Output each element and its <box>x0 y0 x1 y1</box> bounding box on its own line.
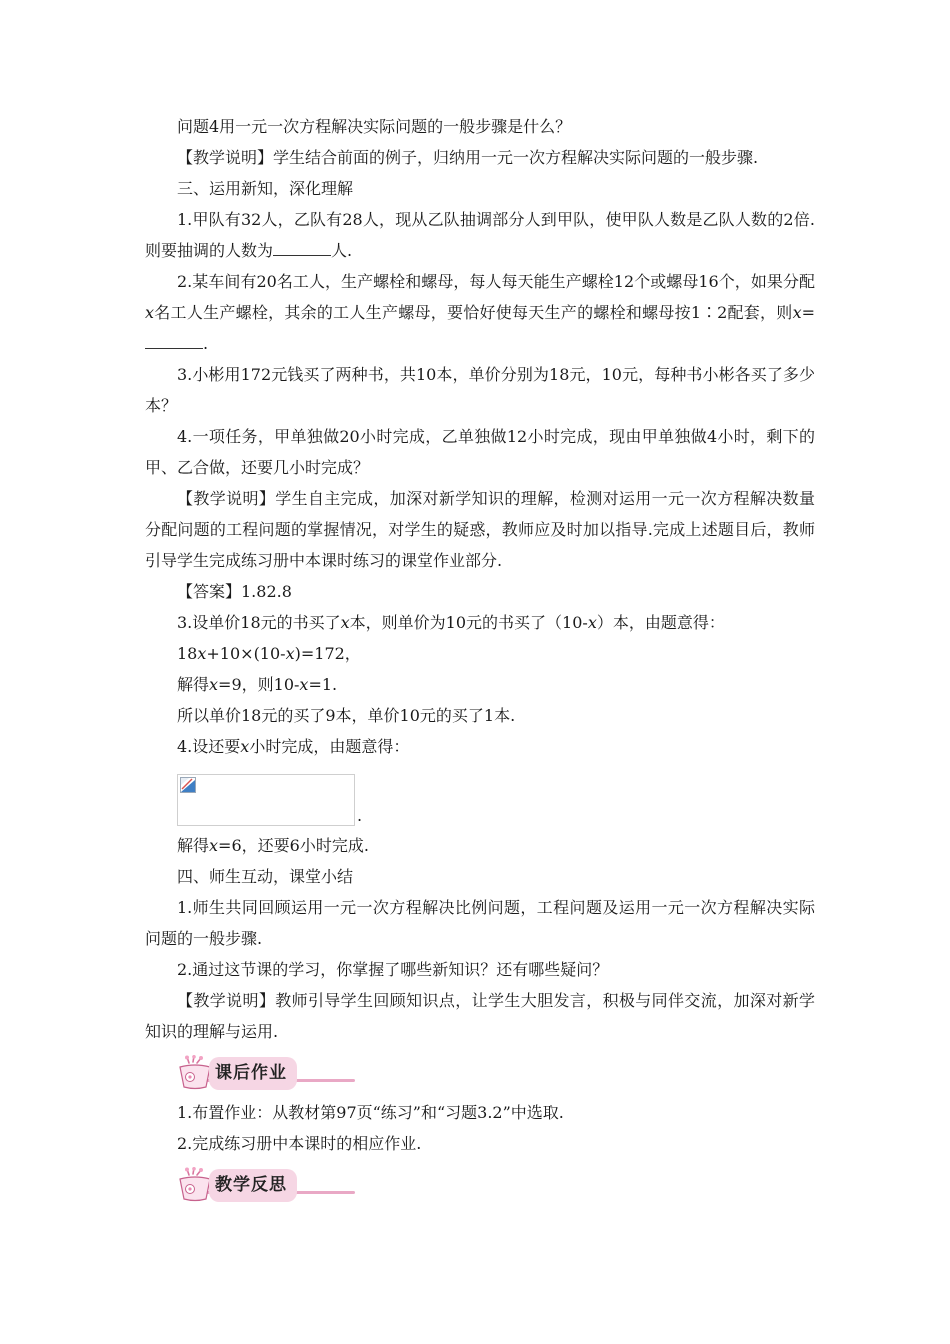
answer-label: 【答案】1.82.8 <box>177 582 292 601</box>
summary-1: 1.师生共同回顾运用一元一次方程解决比例问题，工程问题及运用一元一次方程解决实际问题的一般步骤. <box>145 898 815 948</box>
reflection-heading <box>175 1165 815 1205</box>
homework-item-1: 1.布置作业：从教材第97页“练习”和“习题3.2”中选取. <box>177 1103 564 1122</box>
solution-4: 4.设还要x小时完成，由题意得： <box>177 737 410 756</box>
reflection-heading-text: 教学反思 <box>209 1169 297 1202</box>
formula-row: . <box>145 764 815 826</box>
homework-heading-text: 课后作业 <box>209 1057 297 1090</box>
answer-blank <box>145 330 203 349</box>
question-4: 问题4用一元一次方程解决实际问题的一般步骤是什么？ <box>177 117 572 136</box>
exercise-3: 3.小彬用172元钱买了两种书，共10本，单价分别为18元，10元，每种书小彬各买了多少本？ <box>145 365 815 415</box>
section-3-title: 三、运用新知，深化理解 <box>177 179 354 198</box>
broken-image-icon <box>180 777 196 793</box>
solution-result-2: 解得x=6，还要6小时完成. <box>177 836 369 855</box>
lesson-content <box>145 111 815 1209</box>
conclusion-3: 所以单价18元的买了9本，单价10元的买了1本. <box>177 706 516 725</box>
teaching-note-1: 【教学说明】学生结合前面的例子，归纳用一元一次方程解决实际问题的一般步骤. <box>177 148 759 167</box>
teaching-note-2: 【教学说明】学生自主完成，加深对新学知识的理解，检测对运用一元一次方程解决数量分配问题的工程问题的掌握情况，对学生的疑惑，教师应及时加以指导.完成上述题目后，教师引导学生完成练习册中本课时练习的课堂作业部分. <box>145 489 815 570</box>
formula-image-placeholder <box>177 774 355 826</box>
solution-result-1: 解得x=9，则10-x=1. <box>177 675 338 694</box>
summary-2: 2.通过这节课的学习，你掌握了哪些新知识？还有哪些疑问？ <box>177 960 609 979</box>
teaching-note-3: 【教学说明】教师引导学生回顾知识点，让学生大胆发言，积极与同伴交流，加深对新学知识的理解与运用. <box>145 991 815 1041</box>
homework-heading <box>175 1053 815 1093</box>
exercise-4: 4.一项任务，甲单独做20小时完成，乙单独做12小时完成，现由甲单独做4小时，剩下的甲、乙合做，还要几小时完成？ <box>145 427 815 477</box>
solution-3: 3.设单价18元的书买了x本，则单价为10元的书买了（10-x）本，由题意得： <box>177 613 725 632</box>
section-4-title: 四、师生互动，课堂小结 <box>177 867 354 886</box>
exercise-2: 2.某车间有20名工人，生产螺栓和螺母，每人每天能生产螺栓12个或螺母16个，如果分配x名工人生产螺栓，其余的工人生产螺母，要恰好使每天生产的螺栓和螺母按1∶2配套，则x=. <box>145 272 815 353</box>
homework-item-2: 2.完成练习册中本课时的相应作业. <box>177 1134 422 1153</box>
answer-blank <box>273 237 331 256</box>
equation-1: 18x+10×(10-x)=172， <box>177 644 361 663</box>
exercise-1: 1.甲队有32人，乙队有28人，现从乙队抽调部分人到甲队，使甲队人数是乙队人数的2倍.则要抽调的人数为 人. <box>145 210 815 260</box>
